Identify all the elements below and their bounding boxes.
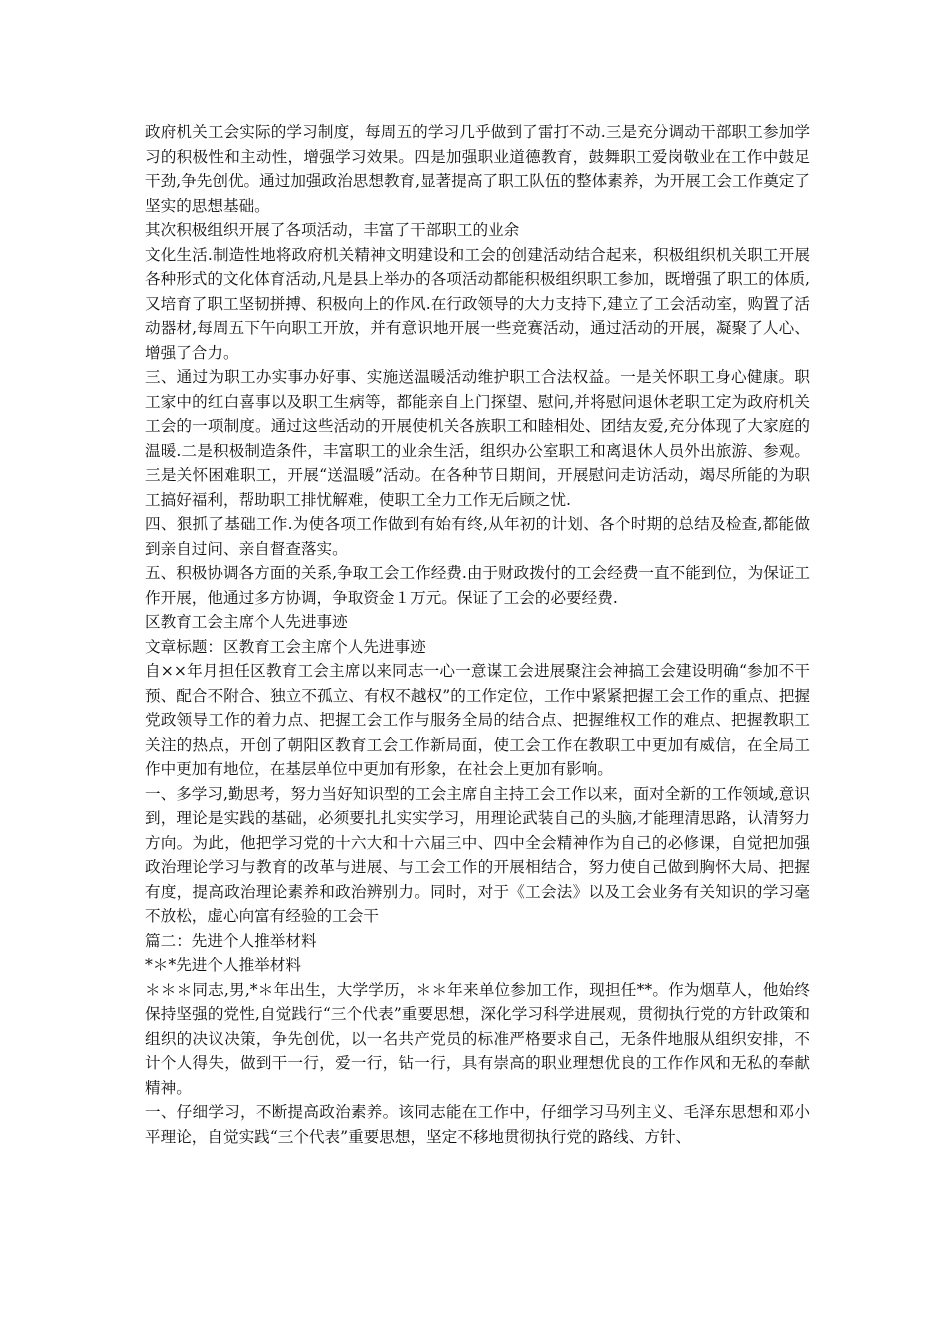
article-title-line: 文章标题：区教育工会主席个人先进事迹 bbox=[145, 637, 426, 656]
paragraph-study-system: 政府机关工会实际的学习制度，每周五的学习几乎做到了雷打不动.三是充分调动干部职工参加学习的积极性和主动性，增强学习效果。四是加强职业道德教育，鼓舞职工爱岗敬业在工作中鼓足干劲,争先创优。通过加强政治思想教育,显著提高了职工队伍的整体素养，为开展工会工作奠定了坚实的思想基础。 bbox=[145, 123, 810, 215]
paragraph-cultural-life: 文化生活.制造性地将政府机关精神文明建设和工会的创建活动结合起来，积极组织机关职工开展各种形式的文化体育活动,凡是县上举办的各项活动都能积极组织职工参加，既增强了职工的体质,又培育了职工坚韧拼搏、积极向上的作风.在行政领导的大力支持下,建立了工会活动室，购置了活动器材,每周五下午向职工开放，并有意识地开展一些竞赛活动，通过活动的开展，凝聚了人心、增强了合力。 bbox=[145, 245, 810, 362]
heading-part-two: 篇二：先进个人推举材料 bbox=[145, 931, 317, 950]
paragraph-section-three: 三、通过为职工办实事办好事、实施送温暖活动维护职工合法权益。一是关怀职工身心健康。职工家中的红白喜事以及职工生病等，都能亲自上门探望、慰问,并将慰问退休老职工定为政府机关工会的一项制度。通过这些活动的开展使机关各族职工和睦相处、团结友爱,充分体现了大家庭的温暖.二是积极制造条件，丰富职工的业余生活，组织办公室职工和离退休人员外出旅游、参观。三是关怀困难职工，开展“送温暖”活动。在各种节日期间，开展慰问走访活动，竭尽所能的为职工搞好福利，帮助职工排忧解难，使职工全力工作无后顾之忧. bbox=[145, 368, 810, 509]
paragraph-chair-intro: 自××年月担任区教育工会主席以来同志一心一意谋工会进展聚注会神搞工会建设明确“参加不干预、配合不附合、独立不孤立、有权不越权”的工作定位，工作中紧紧把握工会工作的重点、把握党政领导工作的着力点、把握工会工作与服务全局的结合点、把握维权工作的难点、把握教职工关注的热点，开创了朝阳区教育工会工作新局面，使工会工作在教职工中更加有威信，在全局工作中更加有地位，在基层单位中更加有形象，在社会上更加有影响。 bbox=[145, 662, 810, 778]
heading-recommend-material: *＊*先进个人推举材料 bbox=[145, 956, 301, 974]
paragraph-study-think: 一、多学习,勤思考，努力当好知识型的工会主席自主持工会工作以来，面对全新的工作领域,意识到，理论是实践的基础，必须要扎扎实实学习，用理论武装自己的头脑,才能理清思路，认清努力方向。为此，他把学习党的十六大和十六届三中、四中全会精神作为自己的必修课，自觉把加强政治理论学习与教育的改革与进展、与工会工作的开展相结合，努力使自己做到胸怀大局、把握有度，提高政治理论素养和政治辨别力。同时，对于《工会法》以及工会业务有关知识的学习毫不放松，虚心向富有经验的工会干 bbox=[145, 784, 810, 925]
heading-education-union-chair: 区教育工会主席个人先进事迹 bbox=[145, 613, 348, 631]
paragraph-activities-intro: 其次积极组织开展了各项活动，丰富了干部职工的业余 bbox=[145, 221, 520, 239]
paragraph-comrade-profile: ＊＊＊同志,男,*＊年出生，大学学历，＊＊年来单位参加工作，现担任**。作为烟草人，他始终保持坚强的党性,自觉践行“三个代表”重要思想，深化学习科学进展观，贯彻执行党的方针政策和组织的决议决策，争先创优，以一名共产党员的标准严格要求自己，无条件地服从组织安排，不计个人得失，做到干一行，爱一行，钻一行，具有崇高的职业理想优良的工作作风和无私的奉献精神。 bbox=[145, 980, 810, 1097]
paragraph-section-five: 五、积极协调各方面的关系,争取工会工作经费.由于财政拨付的工会经费一直不能到位，为保证工作开展，他通过多方协调，争取资金１万元。保证了工会的必要经费. bbox=[145, 564, 810, 607]
document-page bbox=[145, 120, 810, 1149]
paragraph-section-four: 四、狠抓了基础工作.为使各项工作做到有始有终,从年初的计划、各个时期的总结及检查,都能做到亲自过问、亲自督查落实。 bbox=[145, 515, 810, 558]
paragraph-political-study: 一、仔细学习，不断提高政治素养。该同志能在工作中，仔细学习马列主义、毛泽东思想和邓小平理论，自觉实践“三个代表”重要思想，坚定不移地贯彻执行党的路线、方针、 bbox=[145, 1103, 810, 1146]
